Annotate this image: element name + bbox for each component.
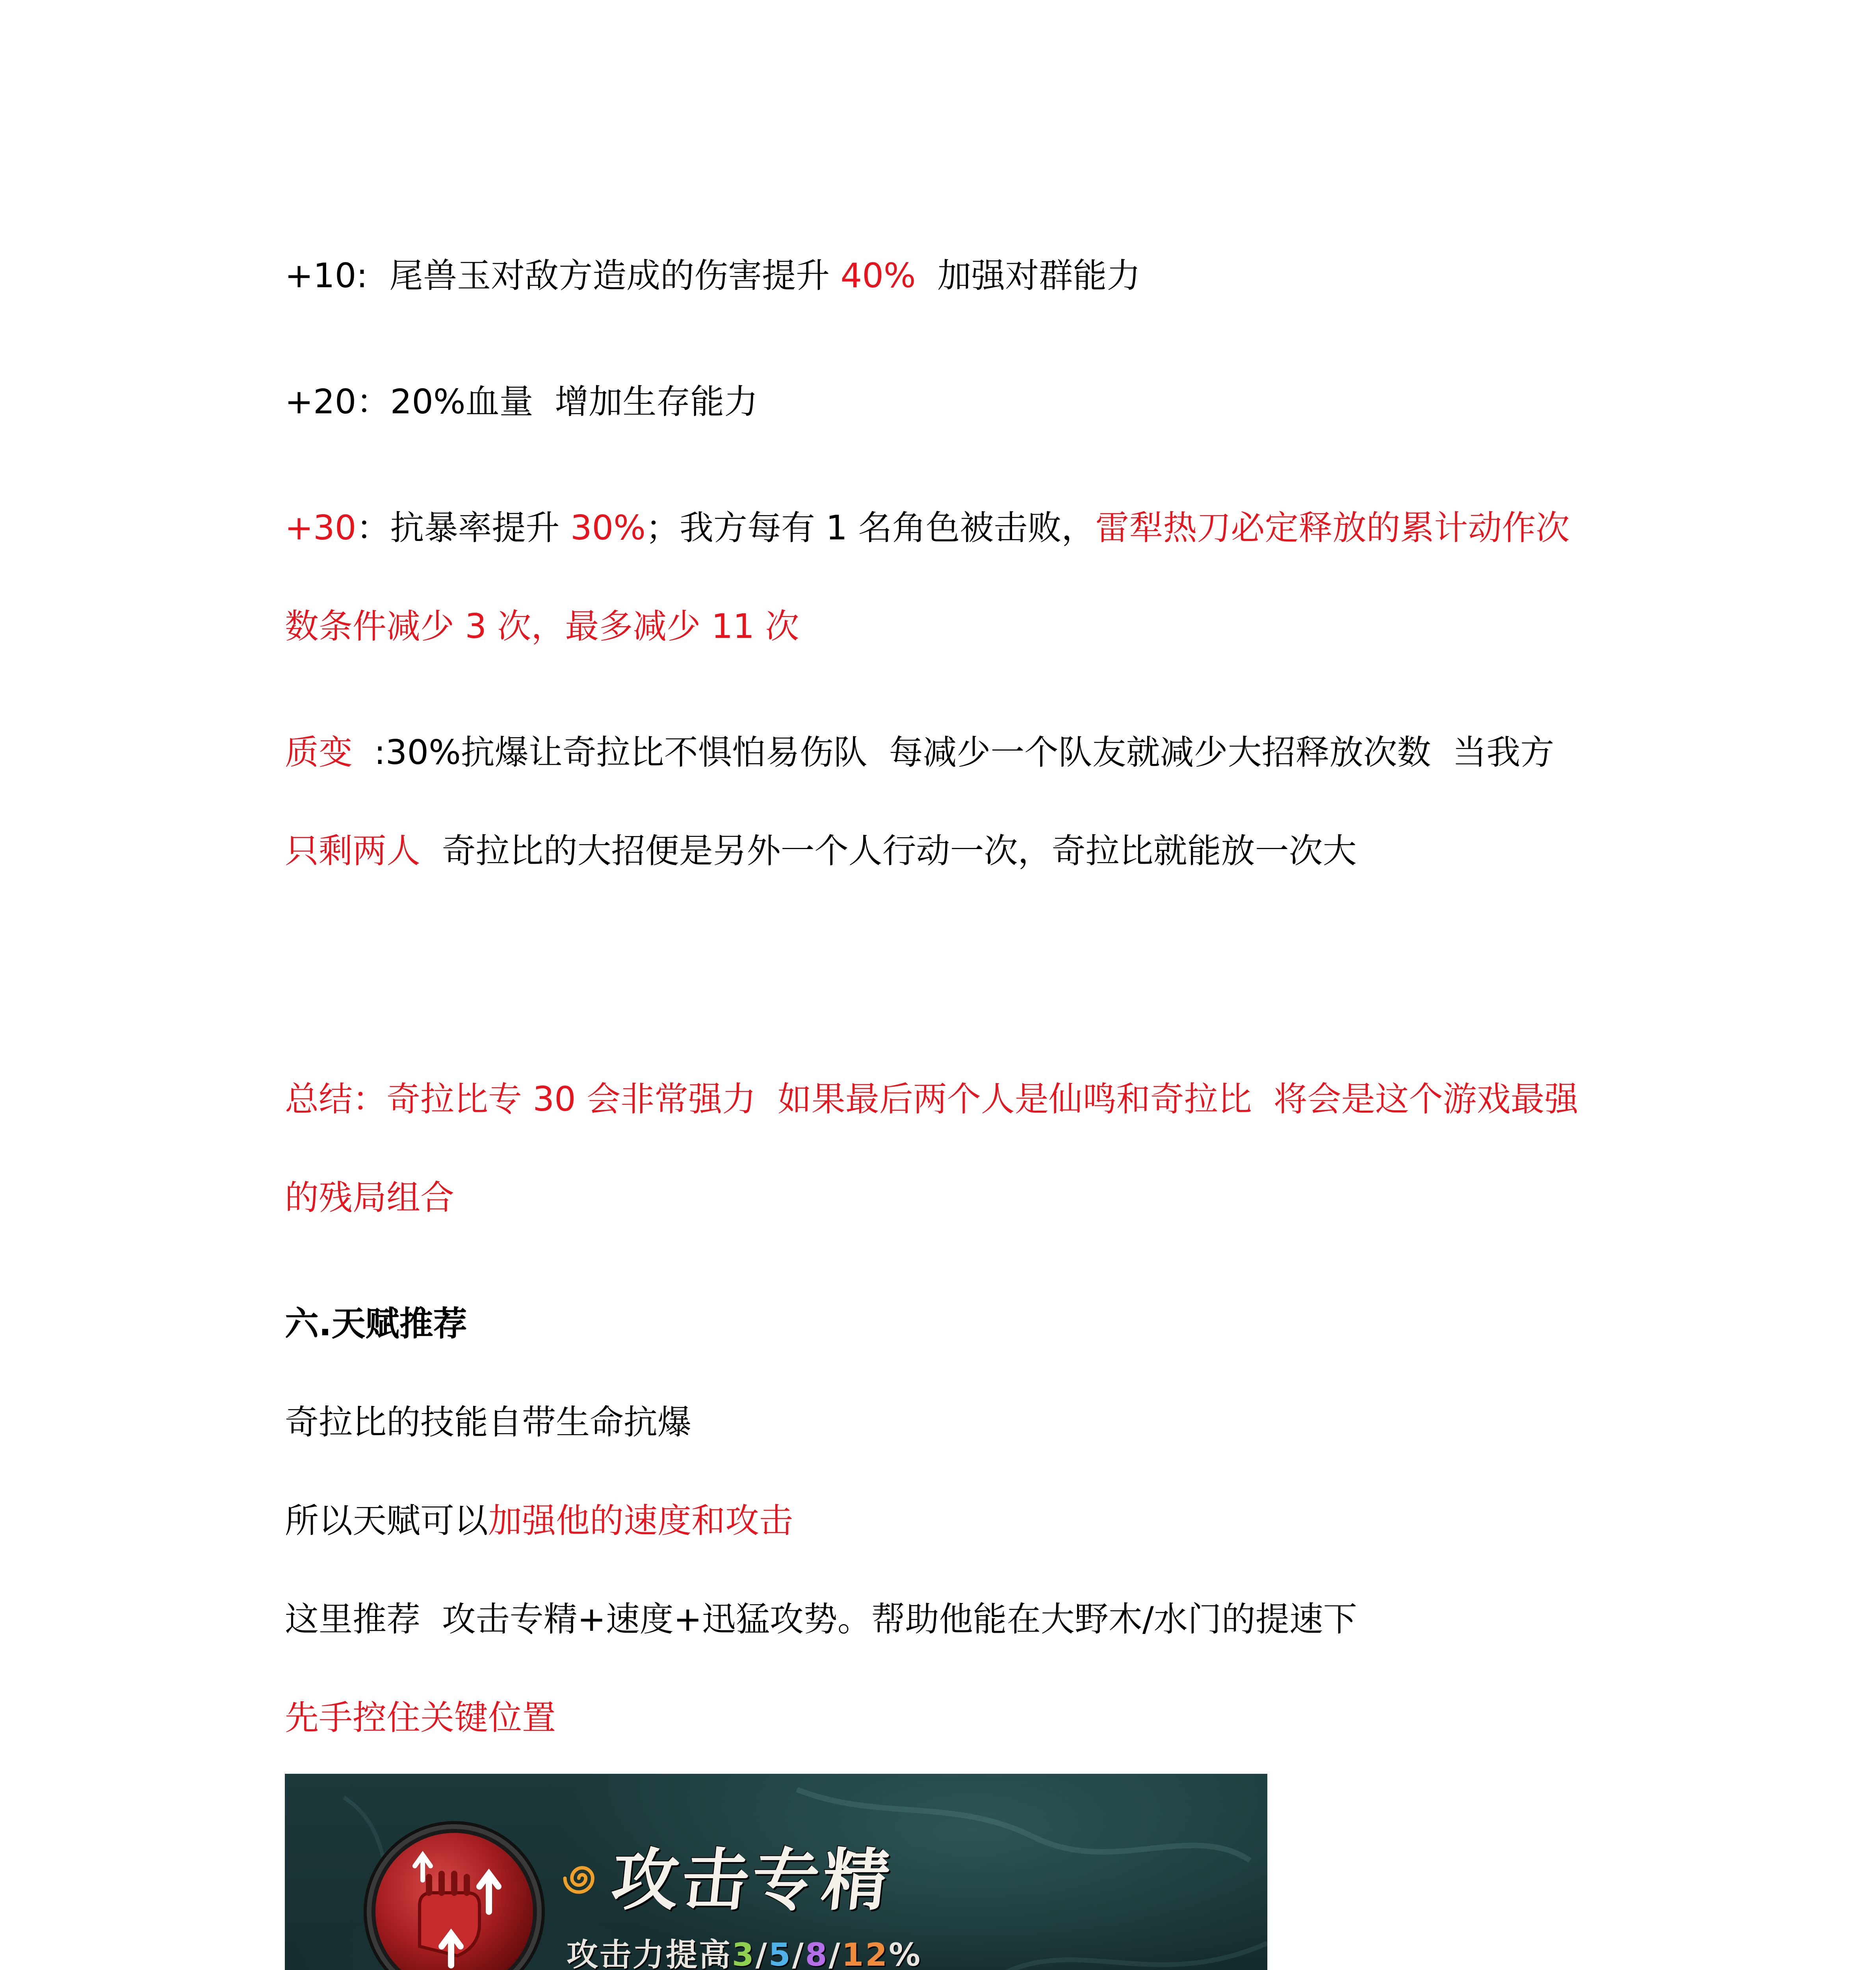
line-1-highlight: 40% xyxy=(840,256,916,296)
text-line-9 xyxy=(285,1399,691,1446)
talent-card-attack xyxy=(285,1774,1267,1970)
line-11-text: 这里推荐 攻击专精+速度+迅猛攻势。帮助他能在大野木/水门的提速下 xyxy=(285,1600,1357,1639)
line-10-highlight: 加强他的速度和攻击 xyxy=(488,1501,793,1541)
attack-desc-prefix: 攻击力提高 xyxy=(567,1937,732,1970)
line-5-text: :30%抗爆让奇拉比不惧怕易伤队 每减少一个队友就减少大招释放次数 当我方 xyxy=(353,733,1555,772)
attack-tier-1: 3 xyxy=(732,1937,756,1970)
fist-arrows-icon xyxy=(375,1833,533,1970)
line-5-label: 质变 xyxy=(285,733,353,772)
text-line-4 xyxy=(285,603,799,650)
line-1-tail: 加强对群能力 xyxy=(916,256,1141,296)
talent-title-attack: 攻击专精 xyxy=(607,1841,897,1920)
line-2-text: +20：20%血量 增加生存能力 xyxy=(285,382,758,422)
line-3-label: +30 xyxy=(285,508,357,548)
line-1-text: +10: 尾兽玉对敌方造成的伤害提升 xyxy=(285,256,841,296)
text-line-1 xyxy=(285,252,1140,299)
summary-tail: 的残局组合 xyxy=(285,1178,454,1217)
summary-text: 总结：奇拉比专 30 会非常强力 如果最后两个人是仙鸣和奇拉比 将会是这个游戏最强 xyxy=(285,1080,1579,1119)
line-4-text: 数条件减少 3 次，最多减少 11 次 xyxy=(285,607,799,646)
line-3-mid: ；我方每有 1 名角色被击败， xyxy=(646,508,1096,548)
line-3-highlight: 30% xyxy=(570,508,646,548)
attack-tier-2: 5 xyxy=(768,1937,792,1970)
line-12-text: 先手控住关键位置 xyxy=(285,1698,556,1738)
attack-tier-4: 12 xyxy=(841,1937,889,1970)
line-3-text: ：抗暴率提升 xyxy=(356,508,570,548)
attack-sep-3: / xyxy=(828,1937,842,1970)
line-3-red-tail: 雷犁热刀必定释放的累计动作次 xyxy=(1095,508,1570,548)
text-line-7 xyxy=(285,1076,1578,1123)
attack-tier-3: 8 xyxy=(805,1937,829,1970)
attack-sep-1: / xyxy=(755,1937,769,1970)
line-10-text: 所以天赋可以 xyxy=(285,1501,488,1541)
text-line-5 xyxy=(285,729,1554,776)
section-heading: 六.天赋推荐 xyxy=(285,1304,467,1344)
attack-sep-2: / xyxy=(792,1937,805,1970)
text-line-11 xyxy=(285,1596,1357,1643)
text-line-3 xyxy=(285,504,1570,552)
text-line-6 xyxy=(285,827,1357,875)
line-6-highlight: 只剩两人 xyxy=(285,831,420,871)
text-line-10 xyxy=(285,1497,793,1544)
line-6-text: 奇拉比的大招便是另外一个人行动一次，奇拉比就能放一次大 xyxy=(420,831,1357,871)
attack-suffix: % xyxy=(889,1937,922,1970)
talent-desc-attack xyxy=(567,1935,922,1970)
swirl-icon xyxy=(561,1857,604,1900)
text-line-8 xyxy=(285,1174,454,1221)
text-line-2 xyxy=(285,378,758,426)
text-line-12 xyxy=(285,1694,556,1741)
line-9-text: 奇拉比的技能自带生命抗爆 xyxy=(285,1403,691,1442)
